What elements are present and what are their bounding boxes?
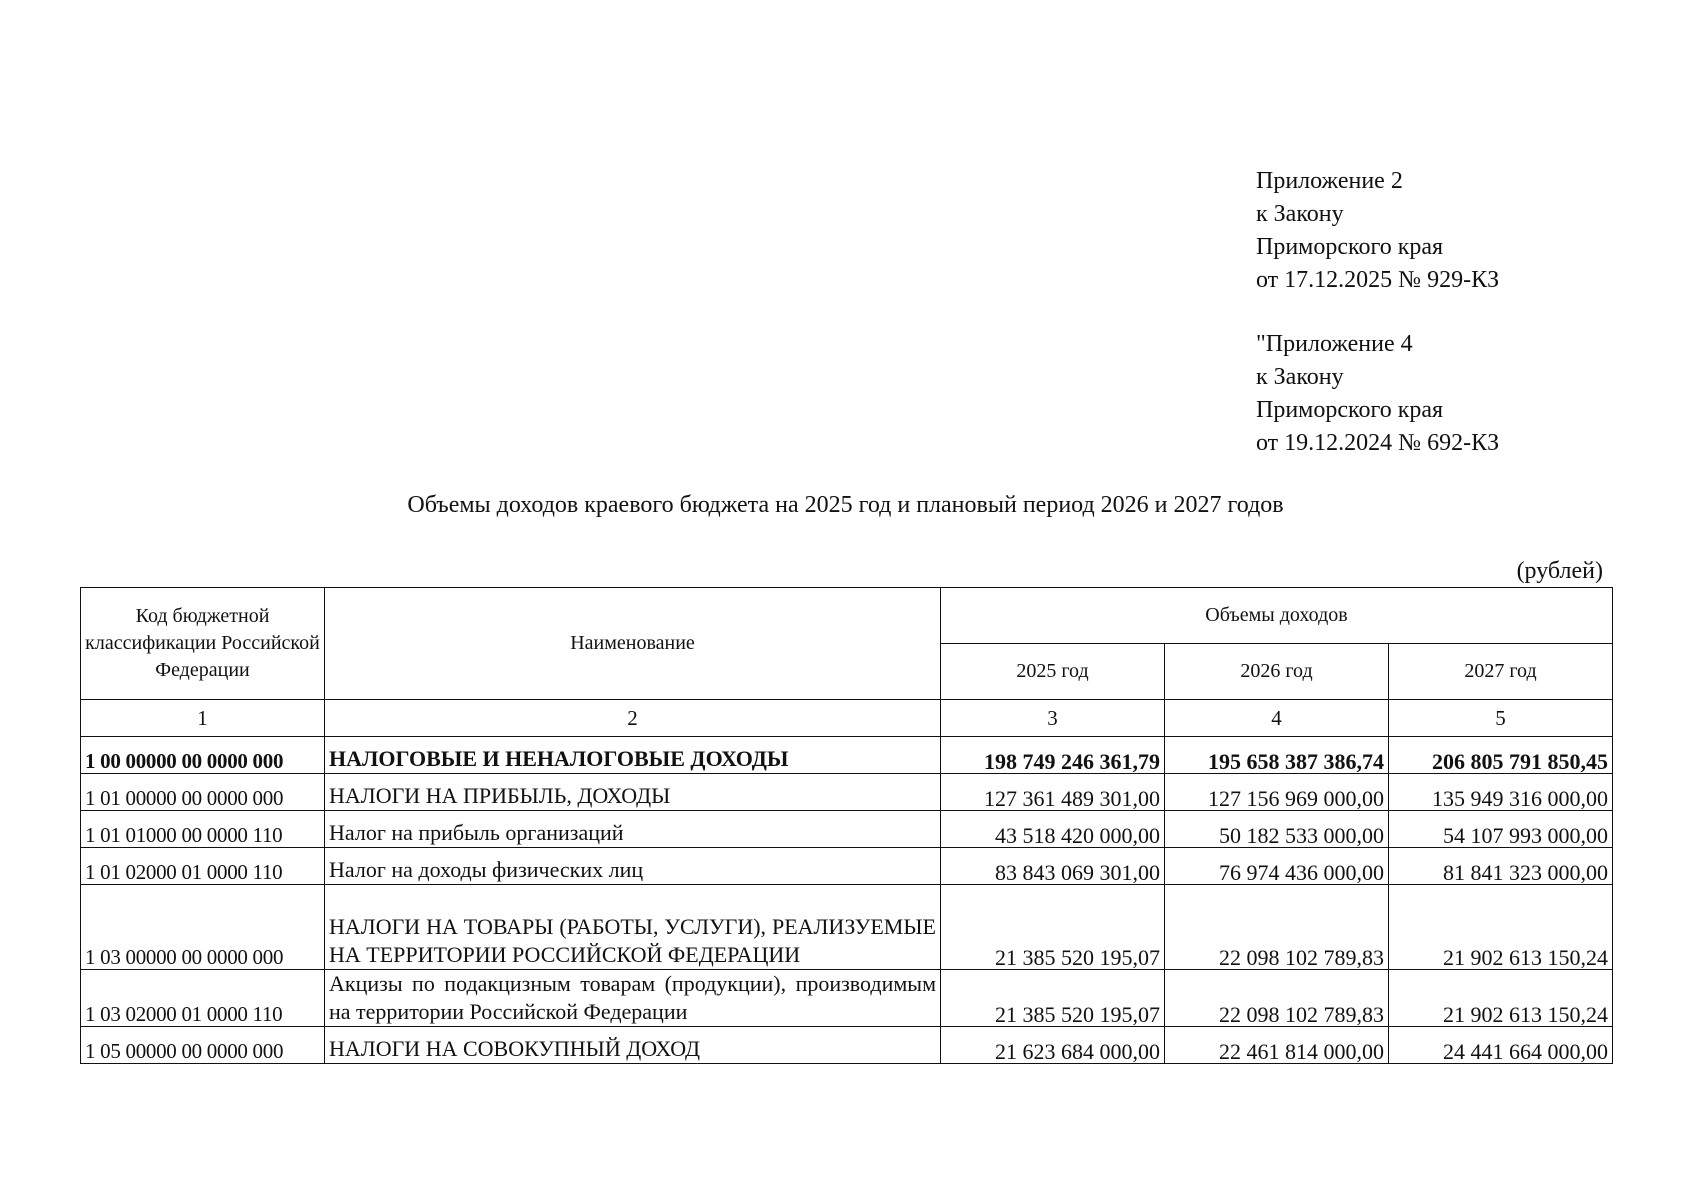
- amount-2027: 54 107 993 000,00: [1389, 811, 1613, 848]
- amount-2027: 135 949 316 000,00: [1389, 774, 1613, 811]
- units-label: (рублей): [1516, 558, 1603, 584]
- header-name: Наименование: [325, 588, 941, 700]
- appendix-amended-line-3: Приморского края: [1256, 397, 1444, 423]
- table-row: [81, 737, 1613, 774]
- appendix-current-line-1: Приложение 2: [1256, 168, 1403, 194]
- revenue-name: Акцизы по подакцизным товарам (продукции), производимым на территории Российской Федерации: [325, 970, 941, 1027]
- table-row: [81, 848, 1613, 885]
- table-row: [81, 970, 1613, 1027]
- amount-2025: 83 843 069 301,00: [941, 848, 1165, 885]
- amount-2026: 50 182 533 000,00: [1165, 811, 1389, 848]
- document-title: Объемы доходов краевого бюджета на 2025 год и плановый период 2026 и 2027 годов: [407, 492, 1284, 518]
- table-row: [81, 1027, 1613, 1064]
- budget-code: 1 03 02000 01 0000 110: [81, 970, 325, 1027]
- amount-2025: 198 749 246 361,79: [941, 737, 1165, 774]
- header-year-2025: 2025 год: [941, 644, 1165, 700]
- amount-2025: 21 385 520 195,07: [941, 970, 1165, 1027]
- column-number: 4: [1165, 700, 1389, 737]
- amount-2025: 43 518 420 000,00: [941, 811, 1165, 848]
- appendix-current-line-3: Приморского края: [1256, 234, 1444, 260]
- column-number: 5: [1389, 700, 1613, 737]
- revenue-name: НАЛОГОВЫЕ И НЕНАЛОГОВЫЕ ДОХОДЫ: [325, 737, 941, 774]
- header-year-2027: 2027 год: [1389, 644, 1613, 700]
- table-row: [81, 811, 1613, 848]
- column-number: 1: [81, 700, 325, 737]
- amount-2026: 22 098 102 789,83: [1165, 885, 1389, 970]
- appendix-amended-heading: [1256, 328, 1499, 460]
- revenue-name: НАЛОГИ НА СОВОКУПНЫЙ ДОХОД: [325, 1027, 941, 1064]
- appendix-amended-line-4: от 19.12.2024 № 692-КЗ: [1256, 430, 1500, 456]
- amount-2026: 22 461 814 000,00: [1165, 1027, 1389, 1064]
- appendix-amended-line-2: к Закону: [1256, 364, 1344, 390]
- amount-2026: 76 974 436 000,00: [1165, 848, 1389, 885]
- budget-code: 1 00 00000 00 0000 000: [81, 737, 325, 774]
- appendix-current-heading: [1256, 165, 1499, 297]
- amount-2027: 81 841 323 000,00: [1389, 848, 1613, 885]
- revenue-name: НАЛОГИ НА ТОВАРЫ (РАБОТЫ, УСЛУГИ), РЕАЛИЗУЕМЫЕ НА ТЕРРИТОРИИ РОССИЙСКОЙ ФЕДЕРАЦИИ: [325, 885, 941, 970]
- revenue-table: [80, 587, 1613, 1064]
- column-number: 2: [325, 700, 941, 737]
- budget-code: 1 05 00000 00 0000 000: [81, 1027, 325, 1064]
- revenue-name: НАЛОГИ НА ПРИБЫЛЬ, ДОХОДЫ: [325, 774, 941, 811]
- budget-code: 1 01 00000 00 0000 000: [81, 774, 325, 811]
- amount-2026: 127 156 969 000,00: [1165, 774, 1389, 811]
- column-number: 3: [941, 700, 1165, 737]
- column-number-row: [81, 700, 1613, 737]
- table-row: [81, 774, 1613, 811]
- budget-code: 1 01 02000 01 0000 110: [81, 848, 325, 885]
- header-volumes: Объемы доходов: [941, 588, 1613, 644]
- revenue-name: Налог на доходы физических лиц: [325, 848, 941, 885]
- revenue-name: Налог на прибыль организаций: [325, 811, 941, 848]
- amount-2026: 195 658 387 386,74: [1165, 737, 1389, 774]
- amount-2025: 21 385 520 195,07: [941, 885, 1165, 970]
- amount-2027: 206 805 791 850,45: [1389, 737, 1613, 774]
- amount-2025: 21 623 684 000,00: [941, 1027, 1165, 1064]
- appendix-current-line-4: от 17.12.2025 № 929-КЗ: [1256, 267, 1500, 293]
- amount-2027: 21 902 613 150,24: [1389, 970, 1613, 1027]
- header-year-2026: 2026 год: [1165, 644, 1389, 700]
- table-row: [81, 885, 1613, 970]
- amount-2026: 22 098 102 789,83: [1165, 970, 1389, 1027]
- header-code: Код бюджетной классификации Российской Федерации: [81, 588, 325, 700]
- budget-code: 1 03 00000 00 0000 000: [81, 885, 325, 970]
- appendix-amended-line-1: "Приложение 4: [1256, 331, 1413, 357]
- amount-2027: 21 902 613 150,24: [1389, 885, 1613, 970]
- amount-2027: 24 441 664 000,00: [1389, 1027, 1613, 1064]
- budget-code: 1 01 01000 00 0000 110: [81, 811, 325, 848]
- amount-2025: 127 361 489 301,00: [941, 774, 1165, 811]
- appendix-current-line-2: к Закону: [1256, 201, 1344, 227]
